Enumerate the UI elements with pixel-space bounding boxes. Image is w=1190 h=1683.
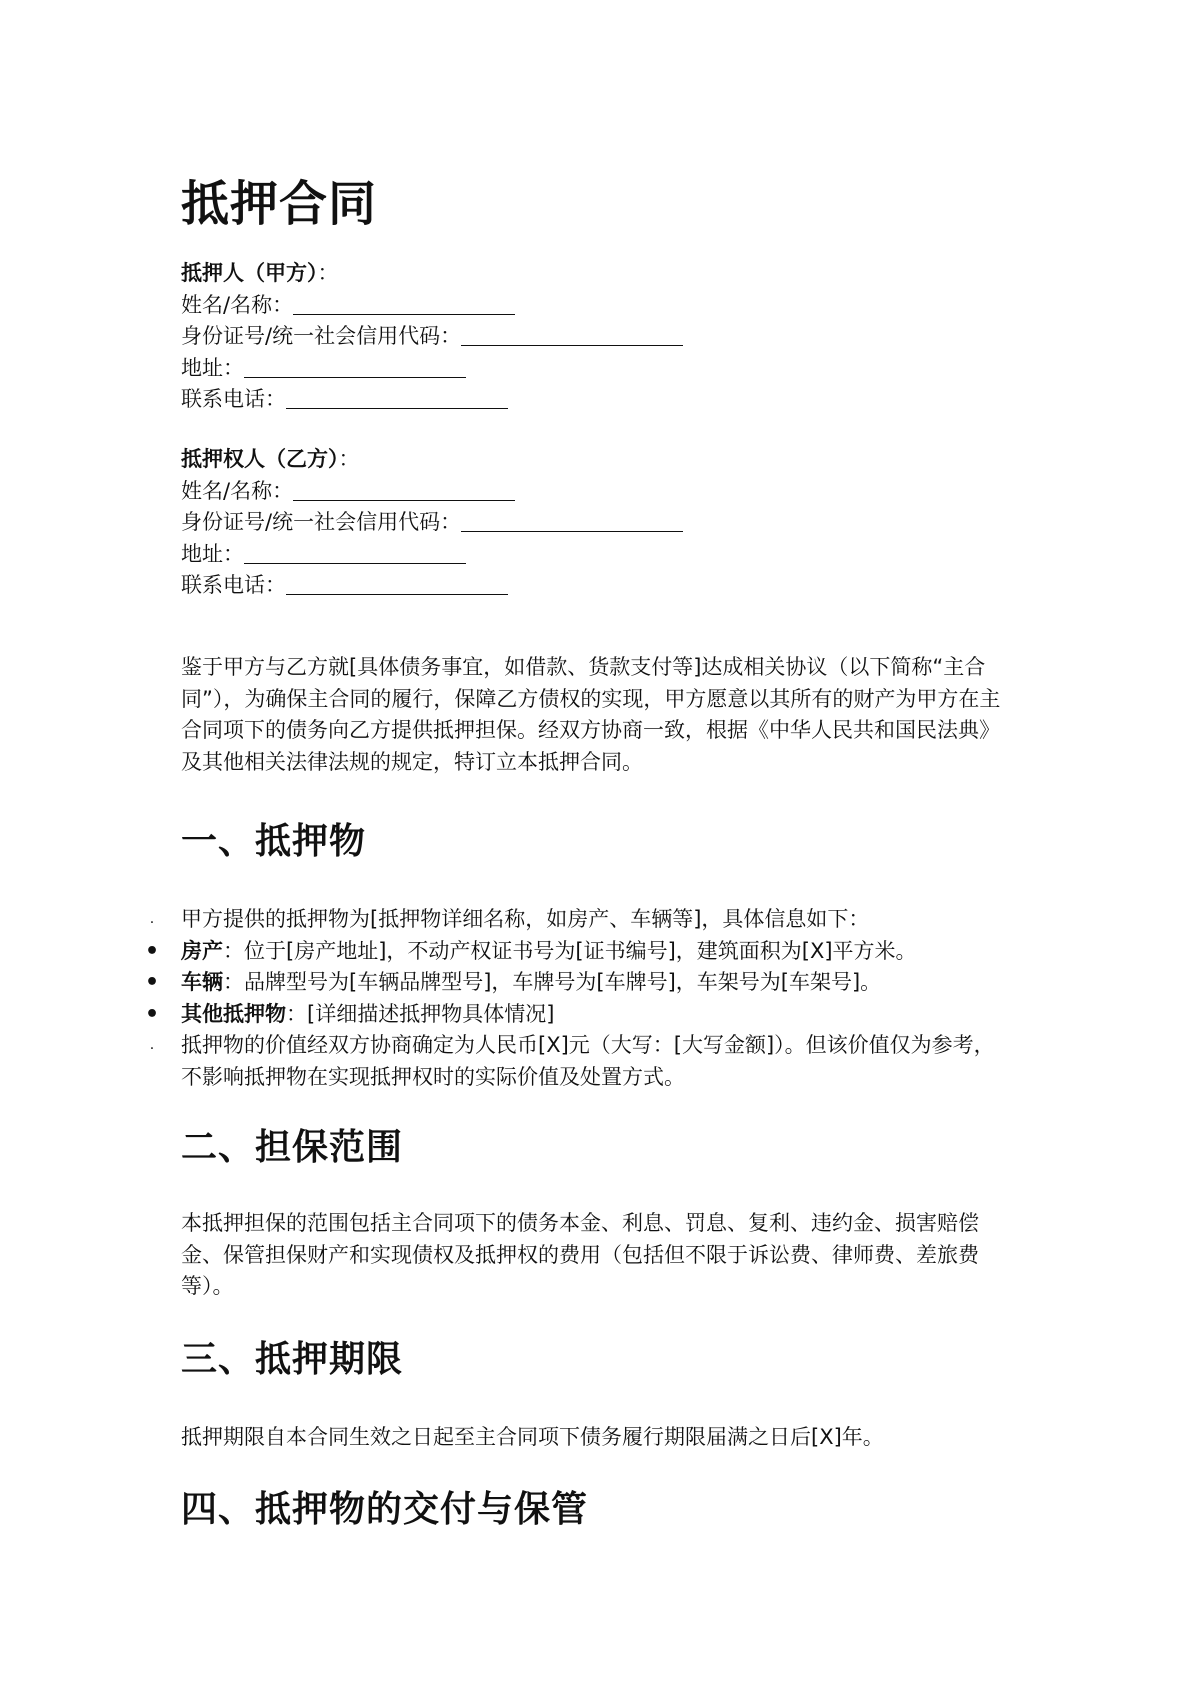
section-4-heading: 四、抵押物的交付与保管 <box>181 1489 589 1530</box>
party-a-id-field: 身份证号/统一社会信用代码： <box>181 321 1011 353</box>
bullet-marker: • <box>145 1001 160 1027</box>
fill-blank <box>286 388 508 409</box>
party-b-id-field: 身份证号/统一社会信用代码： <box>181 507 1011 539</box>
party-a-name-field: 姓名/名称： <box>181 290 1011 322</box>
fill-blank <box>461 511 683 532</box>
party-b-block <box>181 444 1011 602</box>
list-item: • 其他抵押物：[详细描述抵押物具体情况] <box>181 999 1011 1031</box>
list-item: • 车辆：品牌型号为[车辆品牌型号]，车牌号为[车牌号]，车架号为[车架号]。 <box>181 967 1011 999</box>
collateral-list <box>145 904 1011 1093</box>
party-a-address-field: 地址： <box>181 353 1011 385</box>
section-3-paragraph: 抵押期限自本合同生效之日起至主合同项下债务履行期限届满之日后[X]年。 <box>181 1425 884 1449</box>
party-b-name-field: 姓名/名称： <box>181 476 1011 508</box>
fill-blank <box>286 574 508 595</box>
preamble-paragraph: 鉴于甲方与乙方就[具体债务事宜，如借款、货款支付等]达成相关协议（以下简称“主合同”），为确保主合同的履行，保障乙方债权的实现，甲方愿意以其所有的财产为甲方在主合同项下的债务向乙方提供抵押担保。经双方协商一致，根据《中华人民共和国民法典》及其他相关法律法规的规定，特订立本抵押合同。 <box>181 655 1001 774</box>
section-1-heading: 一、抵押物 <box>181 821 367 862</box>
list-item: . 抵押物的价值经双方协商确定为人民币[X]元（大写：[大写金额]）。但该价值仅为参考，不影响抵押物在实现抵押权时的实际价值及处置方式。 <box>181 1030 1011 1093</box>
section-2-heading: 二、担保范围 <box>181 1127 404 1168</box>
party-b-phone-field: 联系电话： <box>181 570 1011 602</box>
bullet-marker: • <box>145 970 160 995</box>
list-item: • 房产：位于[房产地址]，不动产权证书号为[证书编号]，建筑面积为[X]平方米。 <box>181 936 1011 968</box>
party-b-address-field: 地址： <box>181 539 1011 571</box>
list-marker: . <box>149 911 155 927</box>
party-a-block <box>181 258 1011 416</box>
bullet-marker: • <box>145 938 160 964</box>
section-3-heading: 三、抵押期限 <box>181 1339 404 1380</box>
document-title: 抵押合同 <box>181 176 378 232</box>
list-marker: . <box>149 1037 155 1053</box>
party-b-heading: 抵押权人（乙方）： <box>181 447 360 471</box>
fill-blank <box>244 357 466 378</box>
list-item: . 甲方提供的抵押物为[抵押物详细名称，如房产、车辆等]，具体信息如下： <box>181 904 1011 936</box>
fill-blank <box>293 480 515 501</box>
fill-blank <box>244 543 466 564</box>
fill-blank <box>461 325 683 346</box>
party-a-phone-field: 联系电话： <box>181 384 1011 416</box>
party-a-heading: 抵押人（甲方）： <box>181 261 339 285</box>
fill-blank <box>293 294 515 315</box>
section-2-paragraph: 本抵押担保的范围包括主合同项下的债务本金、利息、罚息、复利、违约金、损害赔偿金、保管担保财产和实现债权及抵押权的费用（包括但不限于诉讼费、律师费、差旅费等）。 <box>181 1211 979 1298</box>
